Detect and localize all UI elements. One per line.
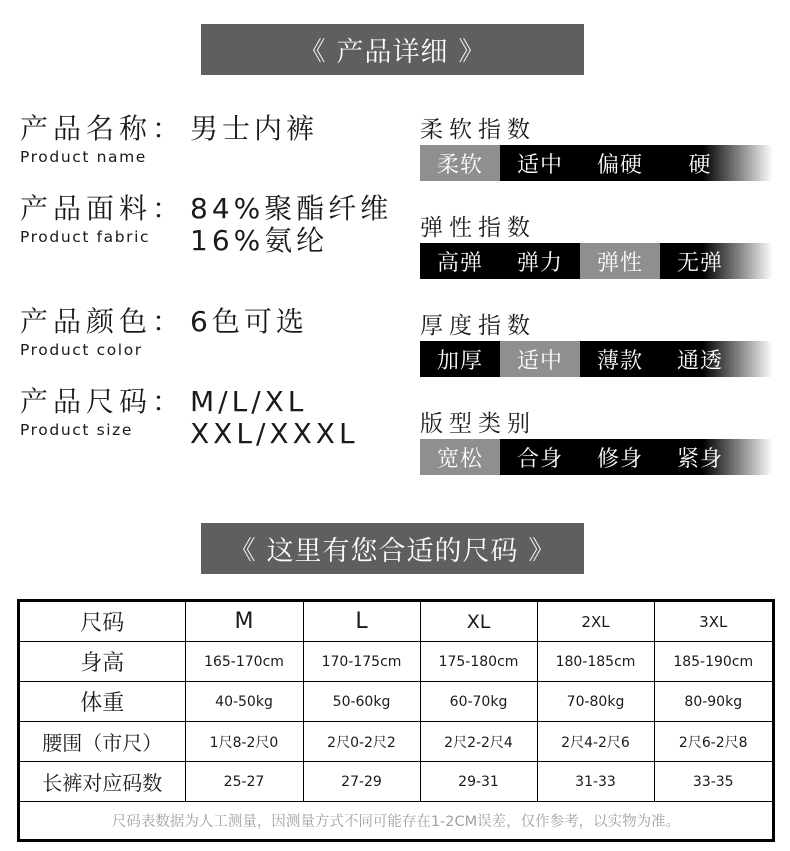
info-value: 男士内裤 [190, 112, 319, 145]
table-cell: 185-190cm [654, 642, 772, 682]
table-cell: 29-31 [420, 762, 537, 802]
table-header-cell: 尺码 [20, 602, 185, 642]
index-bar-softness [420, 145, 773, 181]
double-chevron-left-icon: 《 [229, 536, 257, 566]
table-header-cell: XL [420, 602, 537, 642]
info-product-size [20, 385, 359, 450]
index-option: 加厚 [436, 348, 483, 374]
table-row [20, 722, 772, 762]
index-option: 适中 [500, 341, 580, 377]
index-title-softness: 柔软指数 [420, 117, 536, 143]
double-chevron-left-icon: 《 [299, 37, 327, 67]
index-option: 偏硬 [596, 152, 643, 178]
table-cell: 25-27 [185, 762, 303, 802]
banner-title: 这里有您合适的尺码 [266, 536, 519, 567]
table-cell: 80-90kg [654, 682, 772, 722]
table-row [20, 682, 772, 722]
table-cell: 27-29 [303, 762, 420, 802]
table-cell: 33-35 [654, 762, 772, 802]
info-label: 产品颜色： [20, 305, 186, 338]
info-sublabel: Product color [20, 341, 143, 359]
table-cell: 2尺6-2尺8 [654, 722, 772, 762]
index-option: 无弹 [676, 250, 723, 276]
double-chevron-right-icon: 》 [528, 536, 556, 566]
info-product-color [20, 305, 308, 359]
table-cell: 2尺0-2尺2 [303, 722, 420, 762]
index-option: 硬 [688, 152, 712, 178]
index-option: 柔软 [420, 145, 500, 181]
info-sublabel: Product name [20, 148, 147, 166]
row-label: 长裤对应码数 [20, 762, 185, 802]
row-label: 身高 [20, 642, 185, 682]
index-option: 弹性 [580, 243, 660, 279]
index-option: 宽松 [420, 439, 500, 475]
info-product-fabric [20, 192, 393, 257]
row-label: 腰围（市尺） [20, 722, 185, 762]
row-label: 体重 [20, 682, 185, 722]
table-cell: 1尺8-2尺0 [185, 722, 303, 762]
table-cell: 2尺4-2尺6 [537, 722, 654, 762]
index-option: 修身 [596, 446, 643, 472]
info-value: 84%聚酯纤维 [190, 192, 393, 225]
double-chevron-right-icon: 》 [458, 37, 486, 67]
index-bar-elasticity [420, 243, 773, 279]
table-header-cell: 2XL [537, 602, 654, 642]
info-value-line2: 16%氨纶 [190, 224, 329, 257]
size-chart [17, 599, 775, 842]
table-cell: 60-70kg [420, 682, 537, 722]
index-option: 高弹 [436, 250, 483, 276]
info-label: 产品尺码： [20, 385, 186, 418]
table-header-cell: L [303, 602, 420, 642]
index-option: 合身 [516, 446, 563, 472]
index-bar-thickness [420, 341, 773, 377]
index-option: 紧身 [676, 446, 723, 472]
info-sublabel: Product size [20, 421, 134, 439]
index-title-elasticity: 弹性指数 [420, 215, 536, 241]
table-cell: 2尺2-2尺4 [420, 722, 537, 762]
index-bar-fit [420, 439, 773, 475]
index-option: 弹力 [516, 250, 563, 276]
size-table [20, 602, 772, 802]
index-option: 通透 [676, 348, 723, 374]
info-product-name [20, 112, 319, 166]
table-cell: 31-33 [537, 762, 654, 802]
info-value: 6色可选 [190, 305, 308, 338]
table-cell: 165-170cm [185, 642, 303, 682]
table-header-row [20, 602, 772, 642]
index-option: 适中 [516, 152, 563, 178]
index-title-thickness: 厚度指数 [420, 313, 536, 339]
info-sublabel: Product fabric [20, 228, 151, 246]
table-cell: 170-175cm [303, 642, 420, 682]
table-cell: 40-50kg [185, 682, 303, 722]
table-cell: 70-80kg [537, 682, 654, 722]
banner-title: 产品详细 [336, 37, 449, 68]
info-label: 产品名称： [20, 112, 186, 145]
info-value-line2: XXL/XXXL [190, 417, 359, 450]
index-title-fit: 版型类别 [420, 411, 536, 437]
table-header-cell: 3XL [654, 602, 772, 642]
section-banner-size-guide [201, 523, 584, 574]
measurement-disclaimer: 尺码表数据为人工测量，因测量方式不同可能存在1-2CM误差，仅作参考，以实物为准。 [111, 813, 681, 830]
table-header-cell: M [185, 602, 303, 642]
table-row [20, 762, 772, 802]
table-row [20, 642, 772, 682]
table-cell: 180-185cm [537, 642, 654, 682]
table-cell: 50-60kg [303, 682, 420, 722]
info-value: M/L/XL [190, 385, 308, 418]
section-banner-product-details [201, 24, 584, 75]
info-label: 产品面料： [20, 192, 186, 225]
index-option: 薄款 [596, 348, 643, 374]
table-cell: 175-180cm [420, 642, 537, 682]
